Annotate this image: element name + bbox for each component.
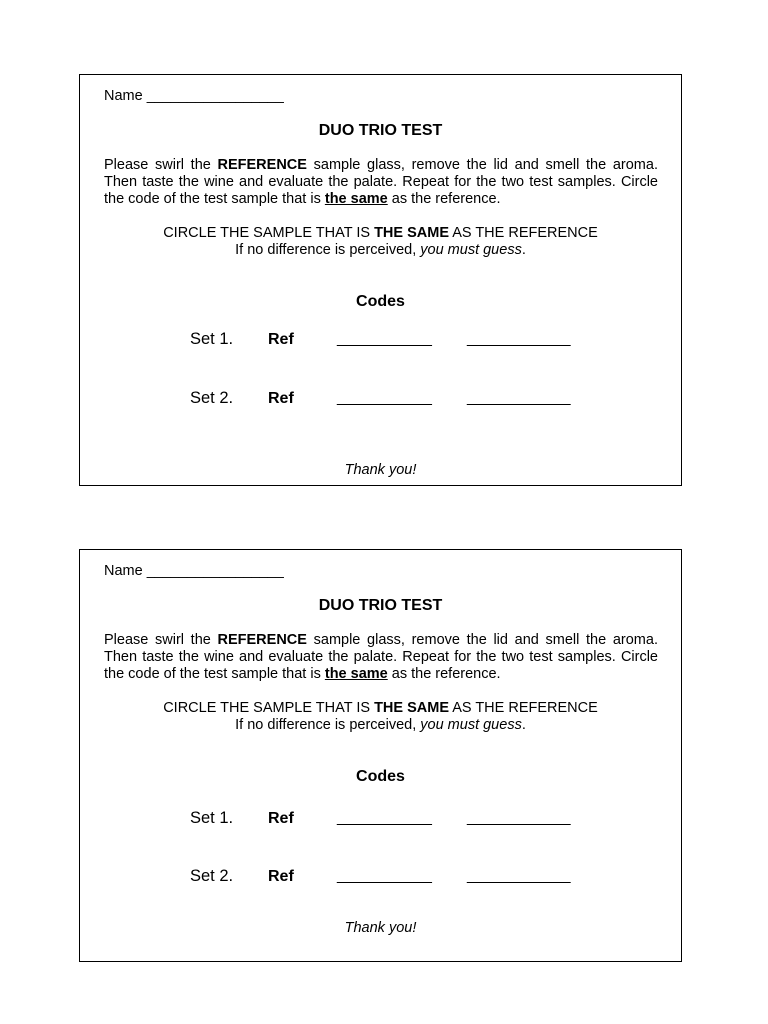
codes-heading: Codes xyxy=(356,293,405,310)
sample-code-a-blank[interactable]: ___________ xyxy=(337,809,432,826)
sample-code-b-blank[interactable]: ____________ xyxy=(467,867,571,884)
set-label: Set 1. xyxy=(190,330,234,348)
the-same-emphasis: the same xyxy=(324,666,388,682)
guess-part-1: If no difference is perceived, xyxy=(235,242,421,258)
guess-instruction xyxy=(80,717,681,734)
instructions-part-1: Please swirl the xyxy=(104,157,218,173)
form-title: DUO TRIO TEST xyxy=(318,597,443,614)
name-field[interactable] xyxy=(104,563,284,579)
guess-part-2: . xyxy=(521,242,526,258)
set-row-1 xyxy=(80,330,681,352)
instructions-part-3: as the reference. xyxy=(387,191,501,207)
reference-word: REFERENCE xyxy=(217,632,307,648)
codes-heading: Codes xyxy=(356,768,405,785)
ref-label: Ref xyxy=(268,390,294,407)
duo-trio-form-1 xyxy=(79,74,682,486)
duo-trio-form-2 xyxy=(79,549,682,962)
guess-part-1: If no difference is perceived, xyxy=(235,717,421,733)
instructions-paragraph xyxy=(104,157,658,208)
set-label: Set 2. xyxy=(190,867,234,885)
sample-code-b-blank[interactable]: ____________ xyxy=(467,389,571,406)
form-title: DUO TRIO TEST xyxy=(318,122,443,139)
circle-part-2: AS THE REFERENCE xyxy=(448,225,598,241)
set-row-2 xyxy=(80,867,681,889)
ref-label: Ref xyxy=(268,868,294,885)
circle-part-1: CIRCLE THE SAMPLE THAT IS xyxy=(163,700,375,716)
reference-word: REFERENCE xyxy=(217,157,307,173)
circle-part-2: AS THE REFERENCE xyxy=(448,700,598,716)
name-label: Name xyxy=(104,88,143,104)
instructions-part-1: Please swirl the xyxy=(104,632,218,648)
guess-emphasis: you must guess xyxy=(420,717,522,733)
guess-emphasis: you must guess xyxy=(420,242,522,258)
name-blank[interactable]: _________________ xyxy=(146,563,284,579)
set-label: Set 2. xyxy=(190,389,234,407)
ref-label: Ref xyxy=(268,810,294,827)
sample-code-b-blank[interactable]: ____________ xyxy=(467,809,571,826)
sample-code-a-blank[interactable]: ___________ xyxy=(337,330,432,347)
guess-instruction xyxy=(80,242,681,259)
name-field[interactable] xyxy=(104,88,284,104)
circle-instruction xyxy=(80,700,681,717)
the-same-emphasis: the same xyxy=(324,191,388,207)
name-label: Name xyxy=(104,563,143,579)
instructions-part-2: sample glass, remove the lid and smell the aroma. Then taste the wine and evaluate the palate. Repeat for the two test samples. Circle the code of the test sample that is xyxy=(104,632,658,682)
instructions-paragraph xyxy=(104,632,658,683)
thank-you-note: Thank you! xyxy=(344,920,417,936)
set-label: Set 1. xyxy=(190,809,234,827)
circle-part-1: CIRCLE THE SAMPLE THAT IS xyxy=(163,225,375,241)
circle-emphasis: THE SAME xyxy=(374,225,449,241)
circle-instruction xyxy=(80,225,681,242)
ref-label: Ref xyxy=(268,331,294,348)
thank-you-note: Thank you! xyxy=(344,462,417,478)
sample-code-b-blank[interactable]: ____________ xyxy=(467,330,571,347)
set-row-1 xyxy=(80,809,681,831)
sample-code-a-blank[interactable]: ___________ xyxy=(337,867,432,884)
instructions-part-3: as the reference. xyxy=(387,666,501,682)
name-blank[interactable]: _________________ xyxy=(146,88,284,104)
circle-emphasis: THE SAME xyxy=(374,700,449,716)
sample-code-a-blank[interactable]: ___________ xyxy=(337,389,432,406)
instructions-part-2: sample glass, remove the lid and smell the aroma. Then taste the wine and evaluate the palate. Repeat for the two test samples. Circle the code of the test sample that is xyxy=(104,157,658,207)
set-row-2 xyxy=(80,389,681,411)
guess-part-2: . xyxy=(521,717,526,733)
